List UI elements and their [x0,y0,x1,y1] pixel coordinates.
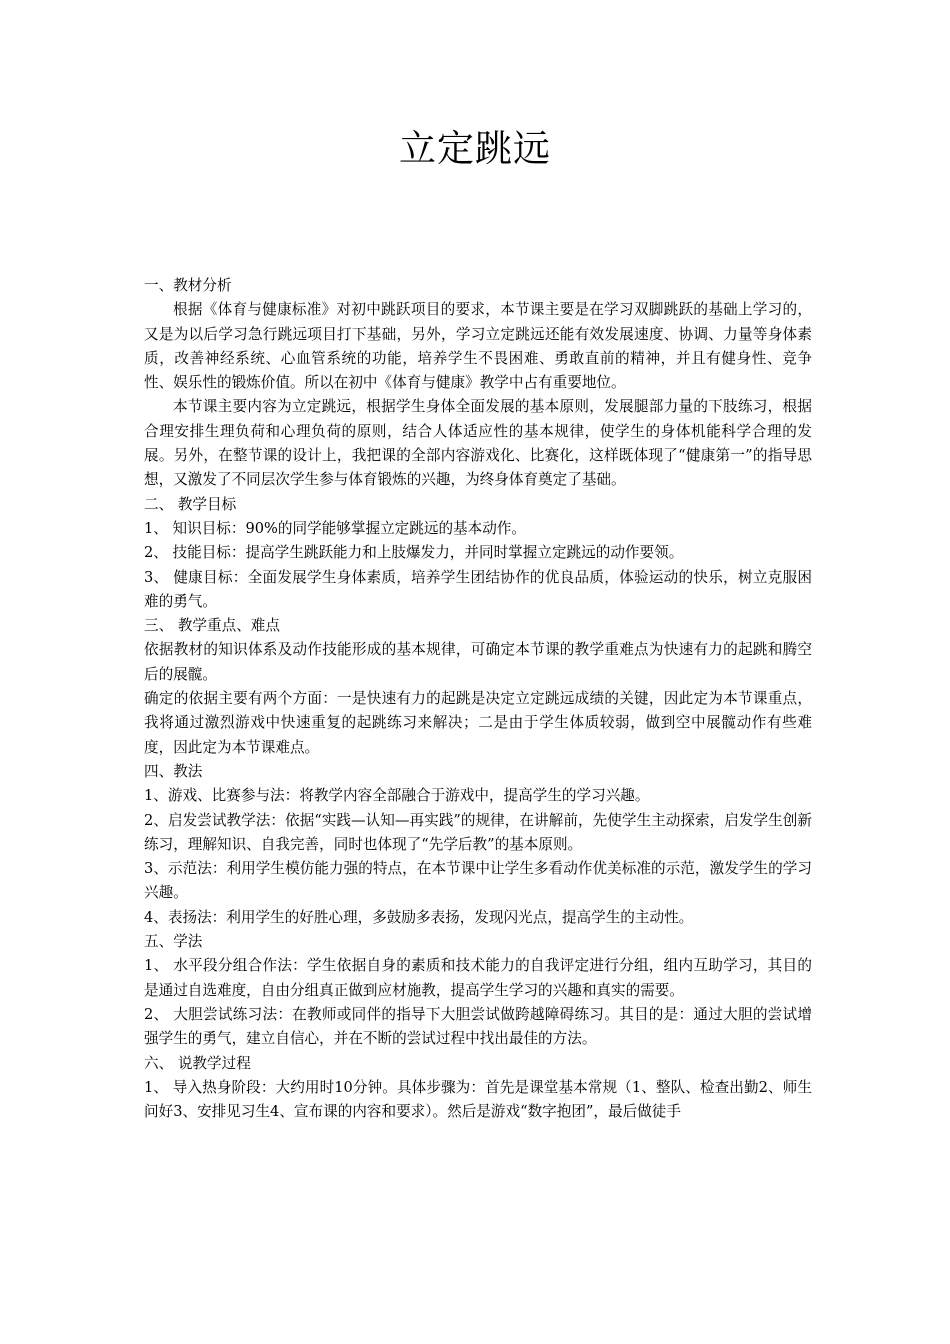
section-heading: 四、教法 [144,762,203,780]
paragraph: 依据教材的知识体系及动作技能形成的基本规律，可确定本节课的教学重难点为快速有力的起跳和腾空后的展髋。 [144,641,812,683]
document-body [144,274,812,1124]
list-item: 1、游戏、比赛参与法：将教学内容全部融合于游戏中，提高学生的学习兴趣。 [144,787,650,805]
section-heading: 五、学法 [144,933,203,951]
document-title: 立定跳远 [399,127,551,170]
list-item: 2、启发尝试教学法：依据“实践—认知—再实践”的规律，在讲解前，先使学生主动探索，启发学生创新练习，理解知识、自我完善，同时也体现了“先学后教”的基本原则。 [144,811,812,853]
section-heading: 一、教材分析 [144,277,232,294]
list-item: 4、表扬法：利用学生的好胜心理，多鼓励多表扬，发现闪光点，提高学生的主动性。 [144,908,694,926]
paragraph: 本节课主要内容为立定跳远，根据学生身体全面发展的基本原则，发展腿部力量的下肢练习，根据合理安排生理负荷和心理负荷的原则，结合人体适应性的基本规律，使学生的身体机能科学合理的发展。另外，在整节课的设计上，我把课的全部内容游戏化、比赛化，这样既体现了“健康第一”的指导思想，又激发了不同层次学生参与体育锻炼的兴趣，为终身体育奠定了基础。 [144,398,812,489]
list-item: 2、 大胆尝试练习法：在教师或同伴的指导下大胆尝试做跨越障碍练习。其目的是：通过大胆的尝试增强学生的勇气，建立自信心，并在不断的尝试过程中找出最佳的方法。 [144,1005,812,1048]
section-heading: 三、 教学重点、难点 [144,617,280,635]
paragraph: 根据《体育与健康标准》对初中跳跃项目的要求，本节课主要是在学习双脚跳跃的基础上学习的，又是为以后学习急行跳远项目打下基础，另外，学习立定跳远还能有效发展速度、协调、力量等身体素质，改善神经系统、心血管系统的功能，培养学生不畏困难、勇敢直前的精神，并且有健身性、竞争性、娱乐性的锻炼价值。所以在初中《体育与健康》教学中占有重要地位。 [144,301,812,392]
list-item: 3、 健康目标：全面发展学生身体素质，培养学生团结协作的优良品质，体验运动的快乐，树立克服困难的勇气。 [144,568,812,610]
list-item: 2、 技能目标：提高学生跳跃能力和上肢爆发力，并同时掌握立定跳远的动作要领。 [144,544,684,562]
section-heading: 二、 教学目标 [144,495,237,513]
list-item: 1、 水平段分组合作法：学生依据自身的素质和技术能力的自我评定进行分组，组内互助学习，其目的是通过自选难度，自由分组真正做到应材施教，提高学生学习的兴趣和真实的需要。 [144,957,812,999]
paragraph: 确定的依据主要有两个方面：一是快速有力的起跳是决定立定跳远成绩的关键，因此定为本节课重点，我将通过激烈游戏中快速重复的起跳练习来解决；二是由于学生体质较弱，做到空中展髋动作有些难度，因此定为本节课难点。 [144,690,812,756]
section-heading: 六、 说教学过程 [144,1054,251,1072]
list-item: 1、 导入热身阶段：大约用时10分钟。具体步骤为：首先是课堂基本常规（1、整队、检查出勤2、师生问好3、安排见习生4、宣布课的内容和要求）。然后是游戏“数字抱团”，最后做徒手 [144,1078,812,1121]
list-item: 1、 知识目标：90%的同学能够掌握立定跳远的基本动作。 [144,519,527,537]
list-item: 3、示范法：利用学生模仿能力强的特点，在本节课中让学生多看动作优美标准的示范，激发学生的学习兴趣。 [144,860,812,902]
